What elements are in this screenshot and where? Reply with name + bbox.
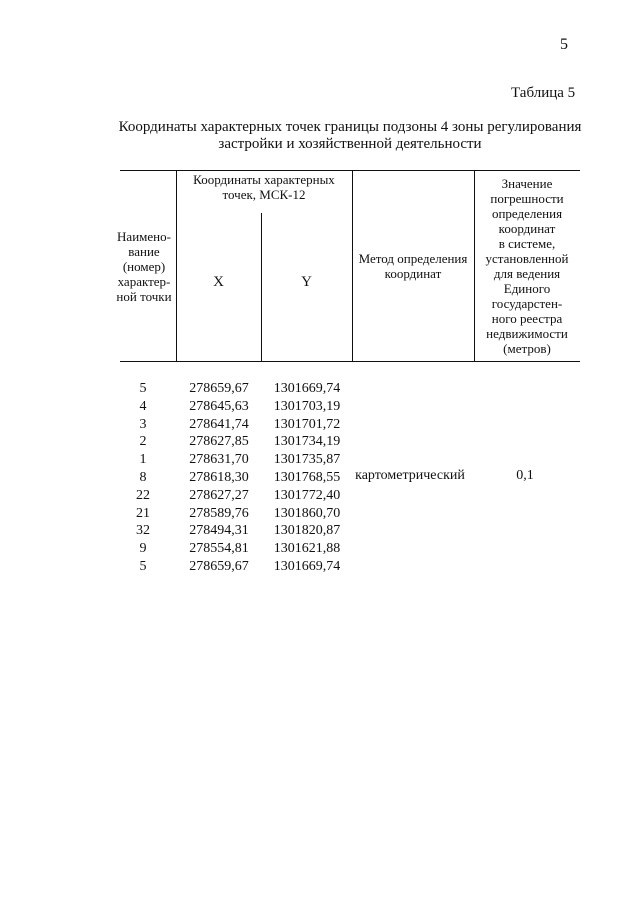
point-name-cell: 1 [139,452,147,468]
header-accuracy-line: Значение [501,176,553,191]
header-method-line: координат [384,266,442,281]
point-name-cell: 3 [139,416,147,432]
point-name-cell: 32 [136,523,150,539]
point-name-cell: 5 [139,381,147,396]
x-coordinate-cell: 278618,30 [189,470,249,485]
header-coords-group-line: точек, МСК-12 [222,187,306,202]
header-accuracy-line: определения [491,206,563,221]
header-accuracy-line: (метров) [503,341,551,356]
header-point-name-line: ной точки [116,288,172,304]
y-coordinate-cell: 1301703,19 [273,398,341,414]
header-accuracy-line: недвижимости [486,326,568,341]
point-name-cell: 9 [139,541,147,557]
y-coordinate-cell: 1301735,87 [273,452,341,468]
header-point-name [112,171,176,361]
table-label: Таблица 5 [511,85,576,101]
header-accuracy [474,171,580,361]
table-row [0,522,640,539]
table-row [0,451,640,468]
title-line-2: застройки и хозяйственной деятельности [218,136,482,152]
header-point-name-line: характер- [117,273,171,289]
header-y [261,270,352,294]
header-point-name-line: Наимено- [117,228,171,244]
header-coords-group-line: Координаты характерных [193,172,335,187]
x-coordinate-cell: 278494,31 [189,523,249,539]
point-name-cell: 4 [139,398,147,414]
table-title [100,119,600,153]
y-coordinate-cell: 1301669,74 [273,381,341,396]
point-name-cell: 5 [139,559,147,574]
x-coordinate-cell: 278627,27 [189,487,249,503]
table-row [0,380,640,397]
y-coordinate-cell: 1301772,40 [273,487,341,503]
y-coordinate-cell: 1301820,87 [273,523,341,539]
accuracy-value: 0,1 [516,468,534,483]
x-coordinate-cell: 278589,76 [189,505,249,521]
page-number: 5 [560,36,568,53]
header-point-name-line: вание [128,243,160,259]
header-y-label: Y [301,273,312,290]
header-accuracy-line: Единого [503,281,551,296]
y-coordinate-cell: 1301621,88 [273,541,341,557]
header-accuracy-line: ного реестра [491,311,563,326]
table-row [0,487,640,504]
x-coordinate-cell: 278631,70 [189,452,249,468]
header-accuracy-line: погрешности [490,191,564,206]
header-x [176,270,261,294]
x-coordinate-cell: 278659,67 [189,381,249,396]
header-accuracy-line: в системе, [498,236,556,251]
table-row [0,505,640,522]
table-row [0,540,640,557]
y-coordinate-cell: 1301860,70 [273,505,341,521]
point-name-cell: 2 [139,434,147,450]
header-method-line: Метод определения [358,251,468,266]
y-coordinate-cell: 1301768,55 [273,470,341,485]
y-coordinate-cell: 1301669,74 [273,559,341,574]
header-accuracy-line: установленной [485,251,569,266]
x-coordinate-cell: 278659,67 [189,559,249,574]
table-row [0,416,640,433]
x-coordinate-cell: 278645,63 [189,398,249,414]
table-row [0,398,640,415]
table-row [0,433,640,450]
x-coordinate-cell: 278554,81 [189,541,249,557]
header-x-label: X [213,273,224,290]
header-accuracy-line: для ведения [493,266,561,281]
point-name-cell: 21 [136,505,150,521]
point-name-cell: 22 [136,487,150,503]
table-row [0,558,640,575]
x-coordinate-cell: 278641,74 [189,416,249,432]
header-coords-group [176,172,352,202]
method-value: картометрический [355,468,465,483]
y-coordinate-cell: 1301734,19 [273,434,341,450]
header-accuracy-line: государстен- [491,296,563,311]
y-coordinate-cell: 1301701,72 [273,416,341,432]
x-coordinate-cell: 278627,85 [189,434,249,450]
header-method [352,171,474,361]
point-name-cell: 8 [139,470,147,485]
header-accuracy-line: координат [498,221,556,236]
header-bottom-rule [120,361,580,362]
title-line-1: Координаты характерных точек границы подзоны 4 зоны регулирования [118,119,582,135]
header-point-name-line: (номер) [122,258,166,274]
